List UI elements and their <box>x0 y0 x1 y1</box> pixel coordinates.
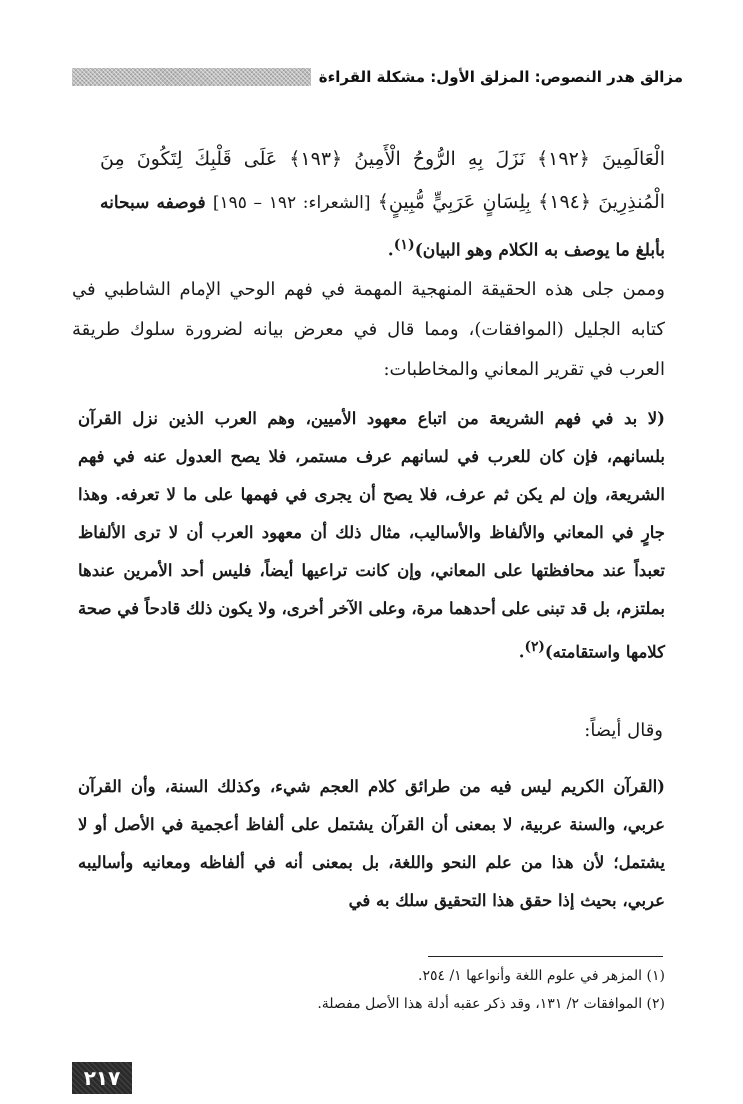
footnote-marker-1: (١) <box>393 237 415 253</box>
footnote-2: (٢) الموافقات ٢/ ١٣١، وقد ذكر عقبه أدلة هذا الأصل مفصلة. <box>317 996 665 1012</box>
verse-reference: [الشعراء: ١٩٢ – ١٩٥] <box>212 193 371 213</box>
quote-2-intro: وقال أيضاً: <box>584 720 663 741</box>
header-decorative-band <box>72 68 311 86</box>
footnotes <box>200 962 665 1018</box>
quran-verse-block <box>100 138 665 272</box>
footnote-marker-2: (٢) <box>524 639 545 655</box>
body-paragraph-1: وممن جلى هذه الحقيقة المنهجية المهمة في فهم الوحي الإمام الشاطبي في كتابه الجليل (الموافقات)، ومما قال في معرض بيانه لضرورة سلوك طريقة العرب في تقرير المعاني والمخاطبات: <box>72 279 665 380</box>
quote-1-end-period: . <box>518 642 525 662</box>
quran-verse-text: الْعَالَمِينَ ﴿١٩٢﴾ نَزَلَ بِهِ الرُّوحُ الْأَمِينُ ﴿١٩٣﴾ عَلَى قَلْبِكَ لِتَكُونَ مِنَ الْمُنذِرِينَ ﴿١٩٤﴾ بِلِسَانٍ عَرَبِيٍّ مُّبِينٍ﴾ <box>100 148 665 213</box>
quote-1-text: (لا بد في فهم الشريعة من اتباع معهود الأميين، وهم العرب الذين نزل القرآن بلسانهم، فإن كان للعرب في لسانهم عرف مستمر، فلا يصح العدول عنه في فهم الشريعة، وإن لم يكن ثم عرف، فلا يصح أن يجرى في فهمها على ما لا تعرفه. وهذا جارٍ في المعاني والألفاظ والأساليب، مثال ذلك أن معهود العرب أن لا ترى الألفاظ تعبداً عند محافظتها على المعاني، وإن كانت تراعيها أيضاً، فليس أحد الأمرين عندها بملتزم، بل قد تبنى على أحدهما مرة، وعلى الآخر أخرى، ولا يكون ذلك قادحاً في صحة كلامها واستقامته) <box>78 409 665 662</box>
running-header <box>72 64 683 90</box>
footnote-1: (١) المزهر في علوم اللغة وأنواعها ١/ ٢٥٤. <box>417 968 665 984</box>
footnote-separator <box>428 956 663 957</box>
shatibi-quote-2: (القرآن الكريم ليس فيه من طرائق كلام العجم شيء، وكذلك السنة، وأن القرآن عربي، والسنة عربية، لا بمعنى أن القرآن يشتمل على ألفاظ أعجمية في الأصل أو لا يشتمل؛ لأن هذا من علم النحو واللغة، بل بمعنى أنه في ألفاظه ومعانيه وأساليبه عربي، بحيث إذا حقق هذا التحقيق سلك به في <box>78 777 665 910</box>
verse-end-period: . <box>387 240 394 261</box>
header-title: مزالق هدر النصوص: المزلق الأول: مشكلة القراءة <box>318 68 683 86</box>
shatibi-quote-1 <box>78 400 665 672</box>
page-number: ٢١٧ <box>72 1062 132 1094</box>
verse-commentary: فوصفه سبحانه بأبلغ ما يوصف به الكلام وهو البيان) <box>100 193 665 261</box>
